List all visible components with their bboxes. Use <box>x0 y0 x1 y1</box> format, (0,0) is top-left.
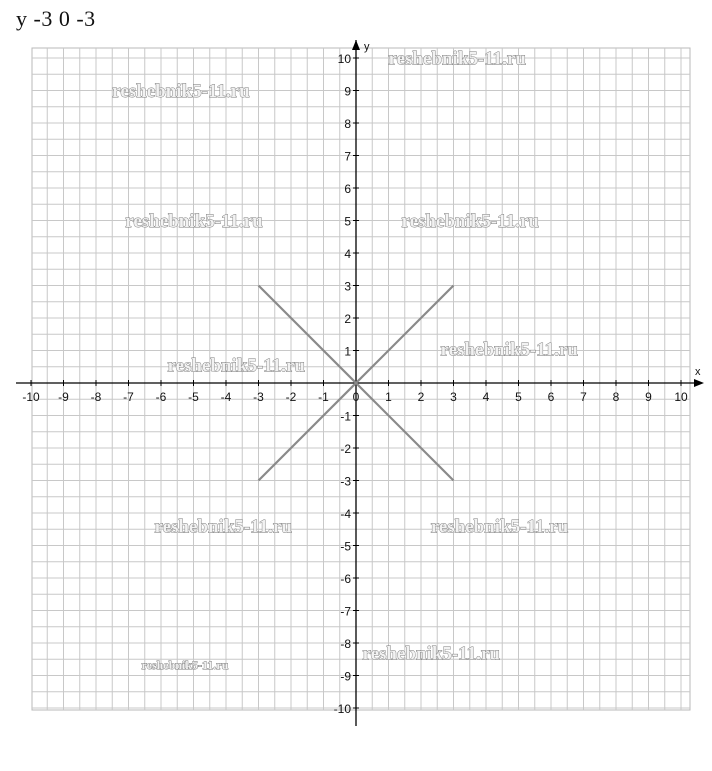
x-tick-label: -2 <box>285 390 297 404</box>
x-tick-label: 7 <box>580 390 587 404</box>
y-tick-label: 5 <box>344 214 351 229</box>
x-tick-label: -5 <box>188 390 199 404</box>
y-tick-label: 1 <box>344 344 351 359</box>
x-tick-label: -8 <box>90 390 102 404</box>
y-tick-label: 7 <box>344 149 351 164</box>
y-tick-label: -1 <box>340 409 351 424</box>
y-tick-label: 2 <box>344 312 351 326</box>
x-tick-label: -7 <box>123 390 134 404</box>
y-tick-label: -7 <box>340 604 351 619</box>
watermark-text: reshebnik5-11.ru <box>125 211 263 232</box>
watermark-text: reshebnik5-11.ru <box>401 211 539 232</box>
x-tick-label: 4 <box>482 390 490 404</box>
watermark-text: reshebnik5-11.ru <box>362 643 500 665</box>
y-tick-label: 9 <box>344 84 351 99</box>
y-tick-label: -8 <box>340 637 351 651</box>
x-tick-label: -3 <box>253 390 264 404</box>
x-tick-label: 6 <box>547 390 555 404</box>
watermark-text: reshebnik5-11.ru <box>167 355 305 377</box>
x-tick-label: 10 <box>674 390 688 404</box>
y-tick-label: -9 <box>340 669 351 684</box>
x-tick-label: 9 <box>645 390 652 404</box>
watermark-text: reshebnik5-11.ru <box>154 516 292 538</box>
y-tick-label: -3 <box>340 474 351 489</box>
y-tick-label: -6 <box>340 572 351 586</box>
y-tick-label: -4 <box>340 507 351 521</box>
x-tick-label: -1 <box>318 390 329 404</box>
x-tick-label: -6 <box>155 390 167 404</box>
x-tick-label: 0 <box>352 390 360 404</box>
x-axis-label: x <box>695 366 701 378</box>
y-axis-arrow <box>352 40 360 50</box>
x-tick-label: 3 <box>450 390 457 404</box>
y-tick-label: 3 <box>344 279 351 294</box>
header-text: y -3 0 -3 <box>16 6 96 31</box>
y-tick-label: 8 <box>344 117 351 131</box>
x-tick-label: 1 <box>385 390 392 404</box>
watermark-text: reshebnik5-11.ru <box>430 516 569 538</box>
x-axis-arrow <box>694 379 704 387</box>
watermark-text: reshebnik5-11.ru <box>440 339 578 361</box>
x-tick-label: 5 <box>515 390 522 404</box>
watermark-text: reshebnik5-11.ru <box>141 658 229 672</box>
x-tick-label: -4 <box>220 390 232 404</box>
y-tick-label: -10 <box>333 702 351 716</box>
y-tick-label: 10 <box>337 52 351 66</box>
watermark-text: reshebnik5-11.ru <box>112 81 250 102</box>
x-tick-label: -10 <box>22 390 40 404</box>
y-axis-label: y <box>364 41 370 53</box>
y-tick-label: 6 <box>344 182 351 196</box>
watermark-text: reshebnik5-11.ru <box>388 48 526 70</box>
y-tick-label: 4 <box>344 247 351 261</box>
x-tick-label: 2 <box>417 390 425 404</box>
y-tick-label: -2 <box>340 442 351 456</box>
x-tick-label: 8 <box>612 390 620 404</box>
y-tick-label: -5 <box>340 539 351 554</box>
x-tick-label: -9 <box>58 390 69 404</box>
